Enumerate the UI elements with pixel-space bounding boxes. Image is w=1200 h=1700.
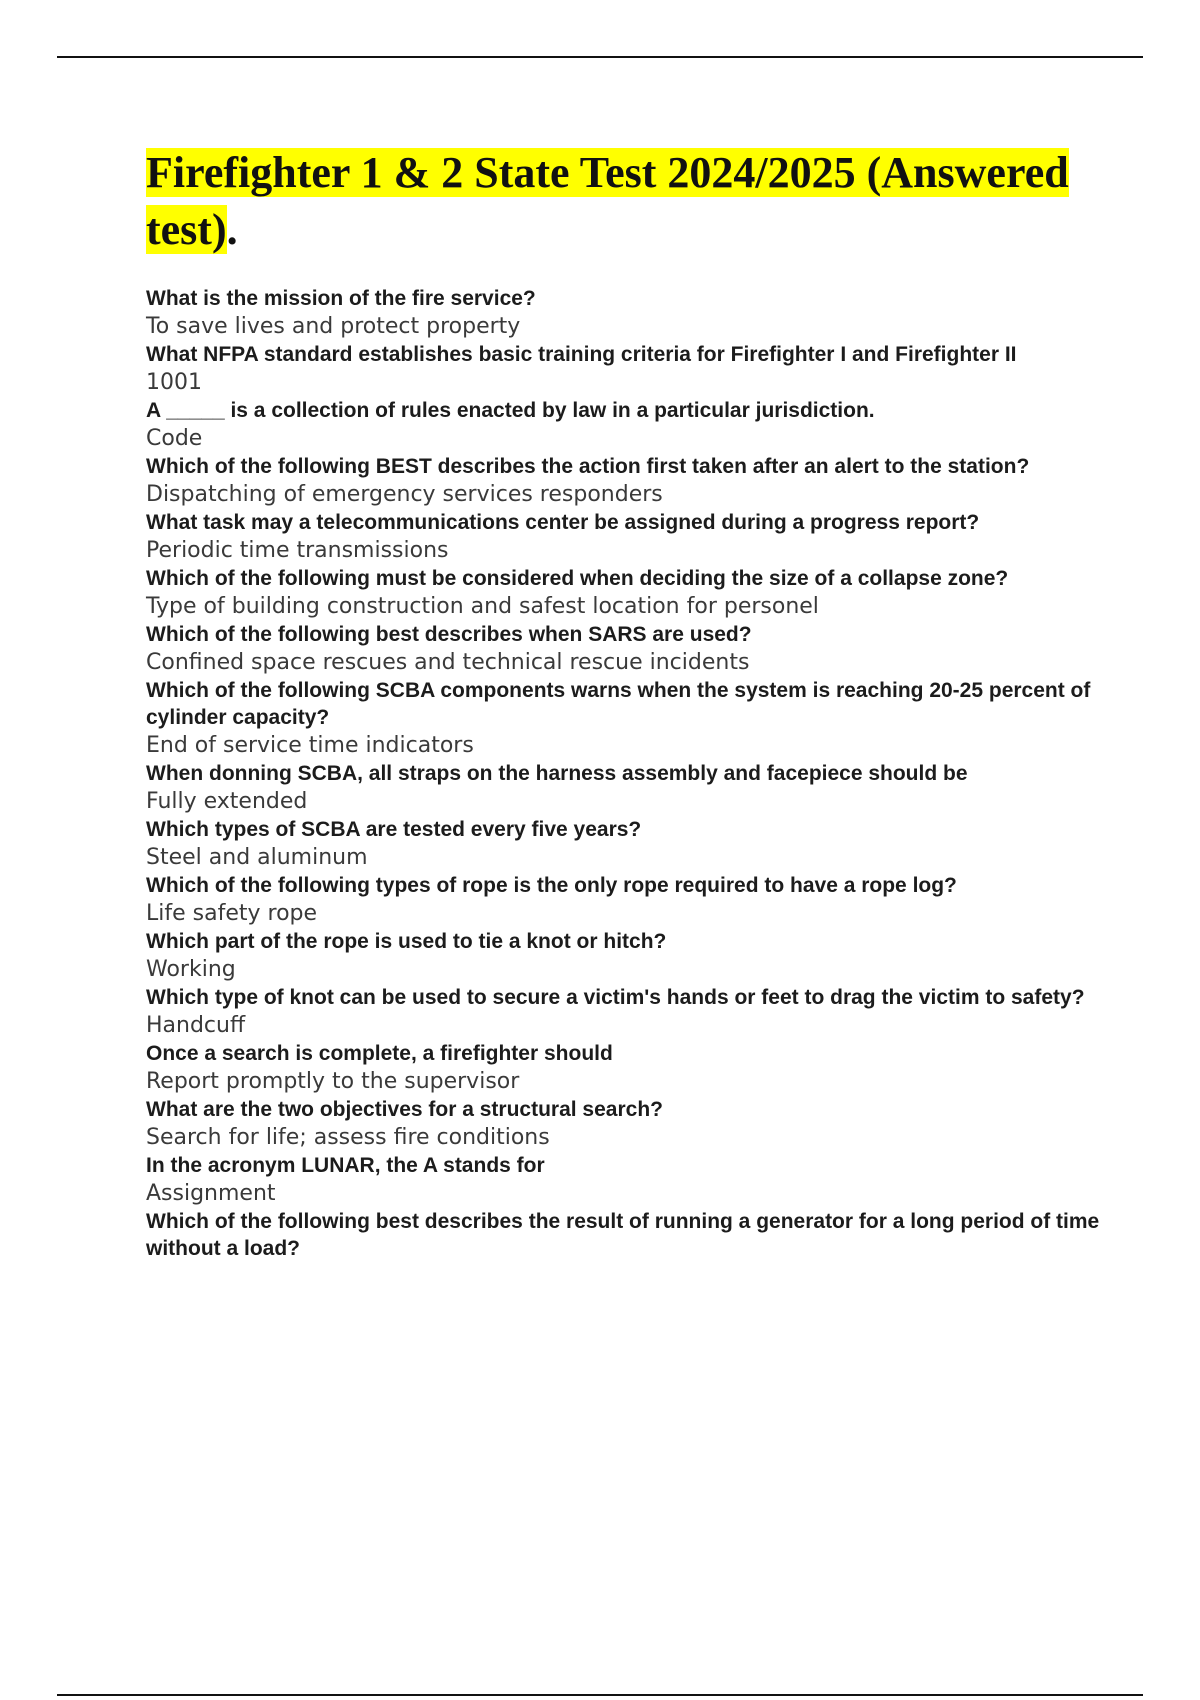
question-text: What task may a telecommunications center be assigned during a progress report? (146, 511, 980, 534)
answer-text: Steel and aluminum (146, 845, 368, 870)
answer-text: Assignment (146, 1181, 276, 1206)
answer-text: Dispatching of emergency services responders (146, 482, 663, 507)
question-text: What is the mission of the fire service? (146, 287, 536, 310)
answer-text: 1001 (146, 370, 202, 395)
question-text: A _____ is a collection of rules enacted by law in a particular jurisdiction. (146, 399, 875, 422)
title-highlighted-text: Firefighter 1 & 2 State Test 2024/2025 (Answered test) (146, 148, 1069, 254)
question-text: What NFPA standard establishes basic training criteria for Firefighter I and Firefighter II (146, 343, 1017, 366)
qa-list (146, 285, 1106, 1262)
question-text: Which of the following types of rope is the only rope required to have a rope log? (146, 874, 957, 897)
top-rule (57, 56, 1143, 58)
question-text: Which type of knot can be used to secure a victim's hands or feet to drag the victim to safety? (146, 986, 1085, 1009)
question-text: Which of the following BEST describes the action first taken after an alert to the station? (146, 455, 1030, 478)
question-text: Which types of SCBA are tested every five years? (146, 818, 642, 841)
question-text: Which part of the rope is used to tie a knot or hitch? (146, 930, 667, 953)
question-text: In the acronym LUNAR, the A stands for (146, 1154, 545, 1177)
question-text: What are the two objectives for a structural search? (146, 1098, 663, 1121)
question-text: When donning SCBA, all straps on the harness assembly and facepiece should be (146, 762, 968, 785)
question-text: Which of the following must be considered when deciding the size of a collapse zone? (146, 567, 1009, 590)
answer-text: Code (146, 426, 203, 451)
question-text: Which of the following best describes when SARS are used? (146, 623, 752, 646)
answer-text: Report promptly to the supervisor (146, 1069, 520, 1094)
answer-text: Periodic time transmissions (146, 538, 449, 563)
answer-text: End of service time indicators (146, 733, 474, 758)
document-title (146, 144, 1106, 258)
question-text: Which of the following SCBA components warns when the system is reaching 20-25 percent of cylinder capacity? (146, 679, 1091, 729)
question-text: Which of the following best describes the result of running a generator for a long period of time without a load? (146, 1210, 1100, 1260)
answer-text: Confined space rescues and technical rescue incidents (146, 650, 750, 675)
answer-text: Type of building construction and safest location for personel (146, 594, 819, 619)
bottom-rule (57, 1694, 1143, 1696)
answer-text: Handcuff (146, 1013, 246, 1038)
title-period: . (226, 205, 238, 254)
answer-text: To save lives and protect property (146, 314, 521, 339)
answer-text: Fully extended (146, 789, 308, 814)
answer-text: Life safety rope (146, 901, 318, 926)
answer-text: Search for life; assess fire conditions (146, 1125, 550, 1150)
answer-text: Working (146, 957, 236, 982)
question-text: Once a search is complete, a firefighter should (146, 1042, 613, 1065)
document-body (146, 144, 1106, 1262)
